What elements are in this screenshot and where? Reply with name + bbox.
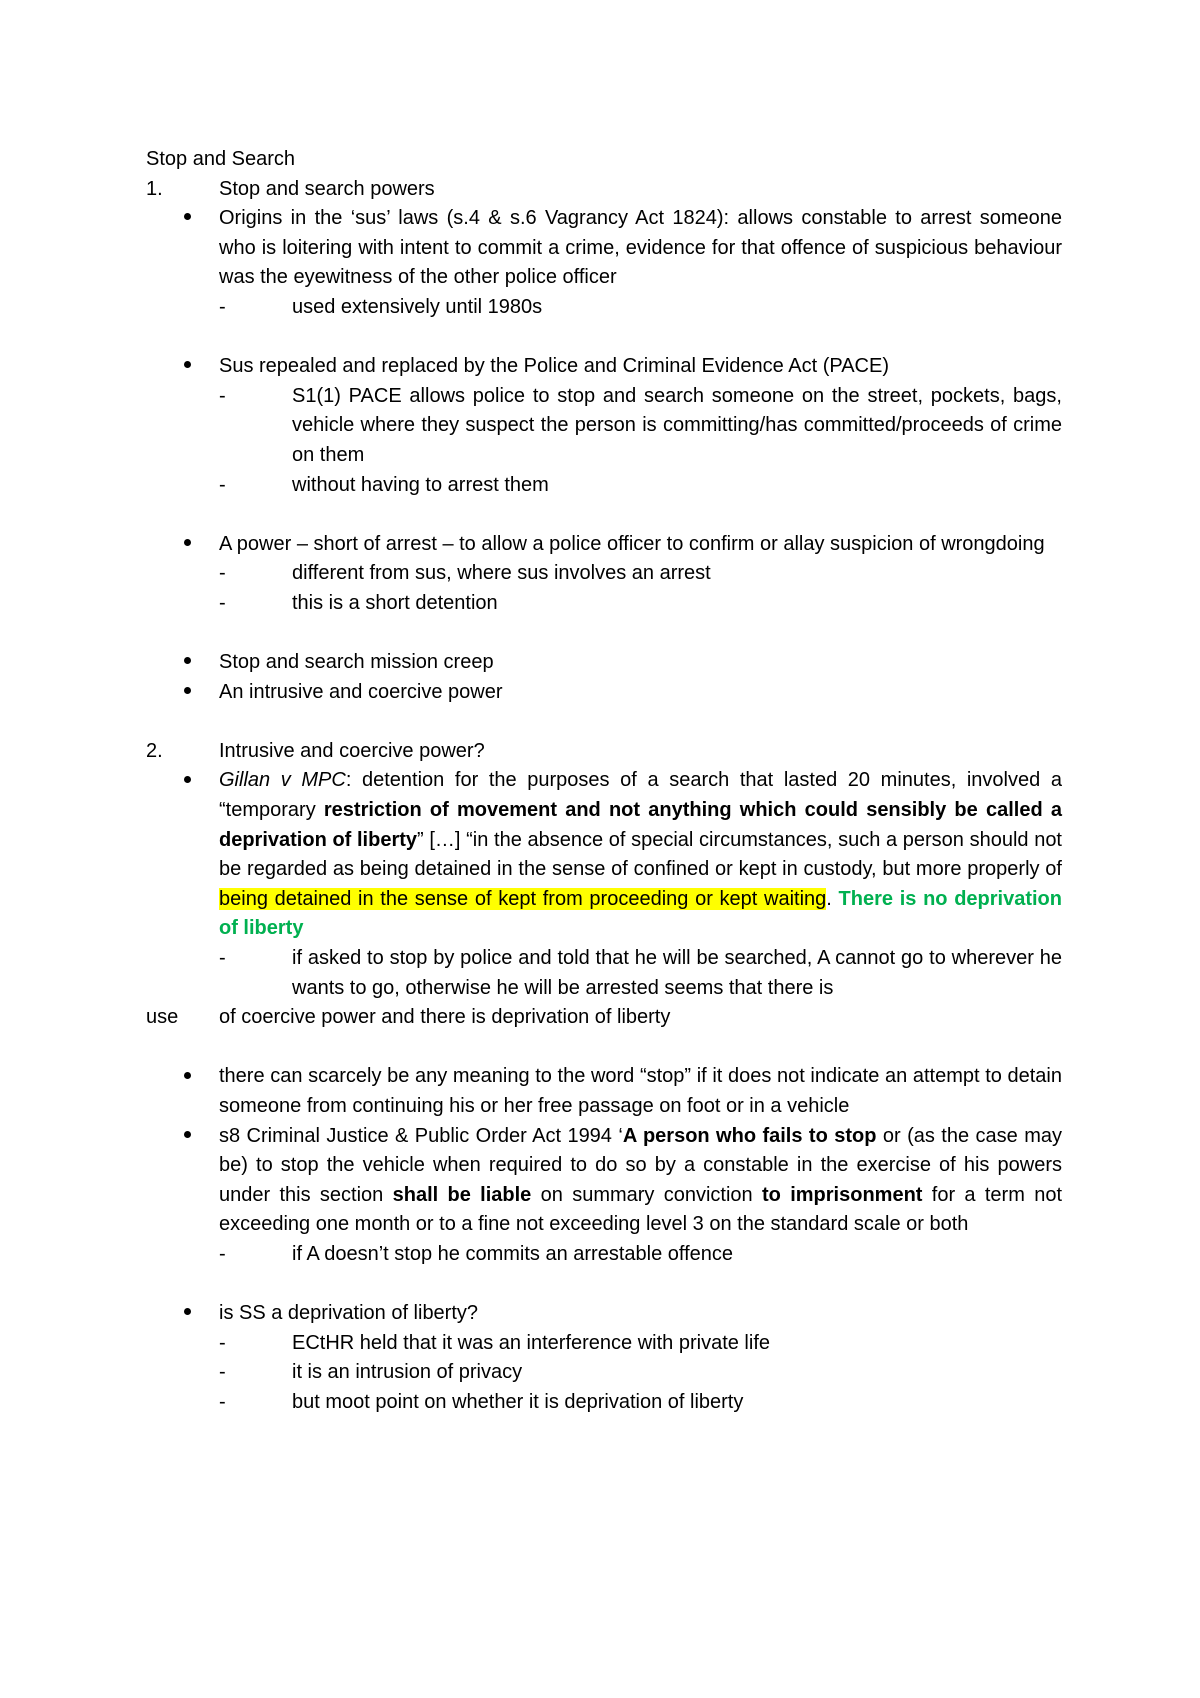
dash-item xyxy=(146,559,1062,589)
case-name: Gillan v MPC xyxy=(219,769,346,792)
use-word: use xyxy=(146,1006,179,1029)
dash-text: it is an intrusion of privacy xyxy=(292,1361,523,1384)
dash-text: used extensively until 1980s xyxy=(292,295,543,318)
dash-text: without having to arrest them xyxy=(292,473,549,496)
section-number: 2. xyxy=(146,739,163,762)
dash-item xyxy=(146,1358,1062,1388)
text-run: : detention for the purposes of a search that lasted 20 minutes, involved a “temporary xyxy=(219,769,1062,822)
bullet-item-gillan xyxy=(184,766,1062,944)
bullet-item xyxy=(184,530,1062,560)
dash-item xyxy=(146,1329,1062,1359)
bullet-text: A power – short of arrest – to allow a police officer to confirm or allay suspicion of wrongdoing xyxy=(219,532,1045,555)
section-title: Stop and search powers xyxy=(219,177,435,200)
bullet-item xyxy=(184,1299,1062,1329)
dash-mark: - xyxy=(219,1361,226,1384)
section-title: Intrusive and coercive power? xyxy=(219,739,485,762)
bullet-icon xyxy=(184,530,219,560)
dash-text: if A doesn’t stop he commits an arrestable offence xyxy=(292,1242,733,1265)
bullet-icon xyxy=(184,1062,219,1121)
spacer xyxy=(146,500,1062,530)
bold-text: shall be liable xyxy=(392,1183,532,1206)
dash-item xyxy=(146,471,1062,501)
dash-item xyxy=(146,944,1062,1003)
dash-text: if asked to stop by police and told that he will be searched, A cannot go to wherever he wants to go, otherwise he will be arrested seems that there is xyxy=(292,947,1062,999)
spacer xyxy=(146,619,1062,649)
document-title: Stop and Search xyxy=(146,148,295,170)
bullet-item xyxy=(184,204,1062,293)
dash-item xyxy=(146,589,1062,619)
bullet-item xyxy=(184,678,1062,708)
dash-mark: - xyxy=(219,1390,226,1413)
dash-item xyxy=(146,1240,1062,1270)
spacer xyxy=(146,1270,1062,1300)
section-number: 1. xyxy=(146,177,163,200)
dash-mark: - xyxy=(219,473,226,496)
bullet-icon xyxy=(184,204,219,293)
dash-item xyxy=(146,293,1062,323)
dash-text: different from sus, where sus involves an arrest xyxy=(292,562,711,585)
section-2-heading xyxy=(146,737,1062,767)
bullet-text: there can scarcely be any meaning to the word “stop” if it does not indicate an attempt to detain someone from continuing his or her free passage on foot or in a vehicle xyxy=(219,1065,1062,1117)
dash-continuation xyxy=(146,1003,1062,1033)
bullet-icon xyxy=(184,352,219,382)
dash-mark: - xyxy=(219,1242,226,1265)
bold-text: A person who fails to stop xyxy=(622,1124,877,1147)
dash-mark: - xyxy=(219,384,226,407)
dash-mark: - xyxy=(219,562,226,585)
dash-item xyxy=(146,1388,1062,1418)
bullet-icon xyxy=(184,1299,219,1329)
bullet-item xyxy=(184,352,1062,382)
dash-mark: - xyxy=(219,947,226,970)
dash-item xyxy=(146,382,1062,471)
bullet-text: Sus repealed and replaced by the Police and Criminal Evidence Act (PACE) xyxy=(219,355,889,378)
bold-text: restriction of movement and not anything which could sensibly be called a deprivation of liberty xyxy=(219,799,1062,851)
bullet-text: An intrusive and coercive power xyxy=(219,680,503,703)
green-emphasis-text: There is no deprivation of liberty xyxy=(219,887,1062,940)
bullet-icon xyxy=(184,648,219,678)
dash-text: of coercive power and there is deprivation of liberty xyxy=(219,1006,671,1029)
dash-text: ECtHR held that it was an interference with private life xyxy=(292,1331,770,1354)
bullet-icon xyxy=(184,1122,219,1240)
bold-text: to imprisonment xyxy=(762,1183,923,1206)
highlighted-text: being detained in the sense of kept from proceeding or kept waiting xyxy=(219,887,827,910)
dash-text: S1(1) PACE allows police to stop and search someone on the street, pockets, bags, vehicle where they suspect the person is committing/has committed/proceeds of crime on them xyxy=(292,384,1062,466)
bullet-item xyxy=(184,1062,1062,1121)
text-run: . xyxy=(826,887,839,910)
text-run: for a term not exceeding one month or to a fine not exceeding level 3 on the standard scale or both xyxy=(219,1183,1062,1236)
bullet-text: is SS a deprivation of liberty? xyxy=(219,1302,479,1325)
bullet-text: Stop and search mission creep xyxy=(219,651,494,674)
text-run: or (as the case may be) to stop the vehicle when required to do so by a constable in the exercise of his powers under this section xyxy=(219,1124,1062,1206)
spacer xyxy=(146,707,1062,737)
bullet-text xyxy=(219,766,1062,944)
dash-mark: - xyxy=(219,295,226,318)
bullet-text: Origins in the ‘sus’ laws (s.4 & s.6 Vagrancy Act 1824): allows constable to arrest someone who is loitering with intent to commit a crime, evidence for that offence of suspicious behaviour was the eyewitness of the other police officer xyxy=(219,207,1062,289)
spacer xyxy=(146,323,1062,353)
dash-text: this is a short detention xyxy=(292,591,498,614)
bullet-item xyxy=(184,648,1062,678)
dash-mark: - xyxy=(219,1331,226,1354)
bullet-item-s8 xyxy=(184,1122,1062,1240)
section-1-heading xyxy=(146,175,1062,205)
text-run: on summary conviction xyxy=(531,1183,763,1206)
bullet-icon xyxy=(184,766,219,944)
text-run: s8 Criminal Justice & Public Order Act 1994 ‘ xyxy=(219,1124,623,1147)
dash-text: but moot point on whether it is deprivation of liberty xyxy=(292,1390,744,1413)
dash-mark: - xyxy=(219,591,226,614)
bullet-text xyxy=(219,1122,1062,1240)
text-run: ” […] “in the absence of special circumstances, such a person should not be regarded as being detained in the sense of confined or kept in custody, but more properly of xyxy=(219,828,1062,881)
bullet-icon xyxy=(184,678,219,708)
spacer xyxy=(146,1033,1062,1063)
